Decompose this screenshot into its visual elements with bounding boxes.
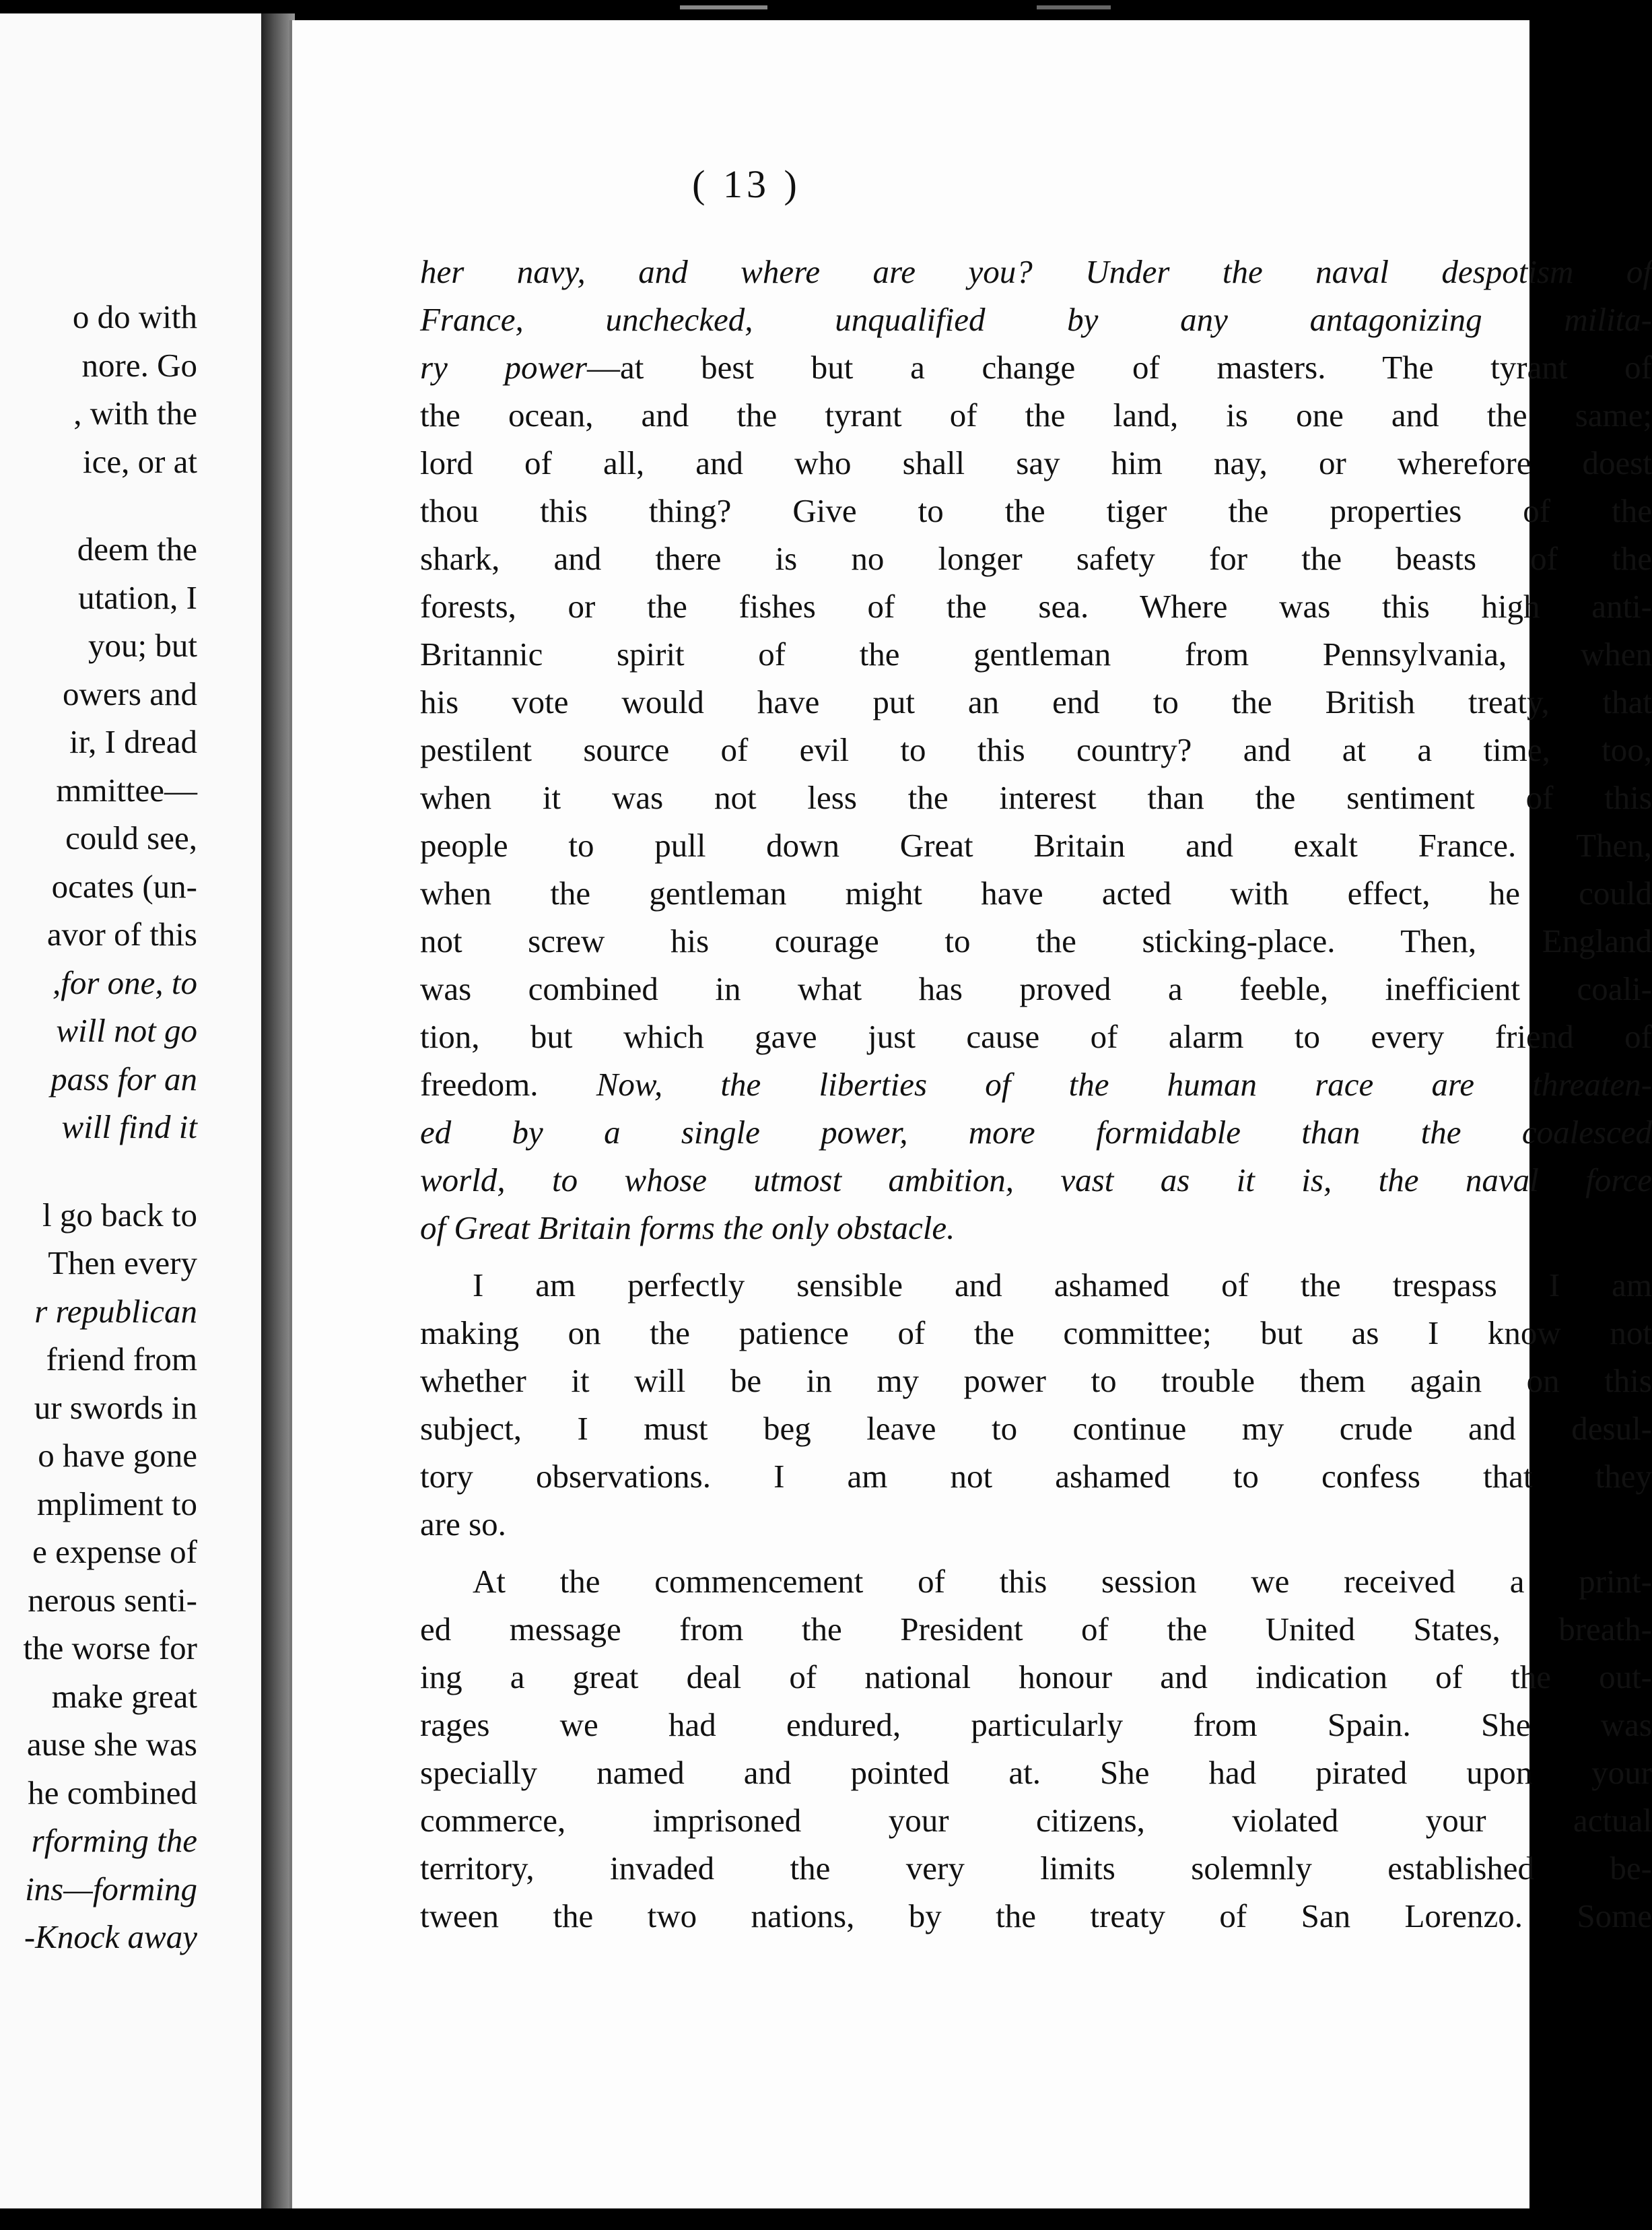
left-text-line: , with the: [73, 395, 197, 432]
left-text-line: ocates (un-: [51, 867, 197, 905]
left-text-line: could see,: [65, 819, 197, 856]
text-line: specially named and pointed at. She had pirated upon your: [420, 1754, 1652, 1791]
left-page-text: [0, 293, 197, 1961]
text-line: was combined in what has proved a feeble, inefficient coali-: [420, 970, 1652, 1007]
text-line: not screw his courage to the sticking-place. Then, England: [420, 922, 1652, 959]
text-line: world, to whose utmost ambition, vast as it is, the naval force: [420, 1161, 1652, 1198]
left-text-line: the worse for: [23, 1629, 197, 1666]
left-text-line: friend from: [46, 1341, 197, 1378]
left-text-line: avor of this: [46, 916, 197, 953]
left-text-line: ins—forming: [25, 1870, 197, 1907]
text-line: thou this thing? Give to the tiger the properties of the: [420, 492, 1652, 529]
left-text-line: nerous senti-: [28, 1581, 197, 1619]
left-text-line: pass for an: [50, 1060, 197, 1097]
text-line: tory observations. I am not ashamed to confess that they: [420, 1458, 1652, 1495]
text-line: the ocean, and the tyrant of the land, is one and the same;: [420, 397, 1652, 434]
text-line: freedom. Now, the liberties of the human race are threaten-: [420, 1066, 1652, 1103]
left-text-line: rforming the: [31, 1822, 197, 1859]
text-line: of Great Britain forms the only obstacle.: [420, 1209, 955, 1246]
text-line: her navy, and where are you? Under the naval despotism of: [420, 253, 1652, 290]
text-line: shark, and there is no longer safety for the beasts of the: [420, 540, 1652, 577]
text-line: people to pull down Great Britain and exalt France. Then,: [420, 827, 1652, 864]
text-line: commerce, imprisoned your citizens, violated your actual: [420, 1802, 1652, 1839]
left-text-line: ice, or at: [82, 442, 197, 480]
left-text-line: ,for one, to: [52, 964, 197, 1001]
text-line: Britannic spirit of the gentleman from Pennsylvania, when: [420, 636, 1652, 673]
paragraph-3: [420, 1557, 1652, 1940]
left-text-line: will find it: [61, 1108, 197, 1145]
text-line: tween the two nations, by the treaty of San Lorenzo. Some: [420, 1897, 1652, 1934]
left-text-line: mmittee—: [56, 771, 197, 809]
text-line: tion, but which gave just cause of alarm to every friend of: [420, 1018, 1652, 1055]
text-line: are so.: [420, 1506, 506, 1543]
left-text-line: [0, 1151, 197, 1191]
right-page: [289, 20, 1652, 2208]
left-page: [0, 13, 263, 2208]
left-text-line: [0, 485, 197, 525]
text-line: forests, or the fishes of the sea. Where was this high anti-: [420, 588, 1652, 625]
text-line: pestilent source of evil to this country? and at a time, too,: [420, 731, 1652, 768]
text-line: lord of all, and who shall say him nay, or wherefore doest: [420, 444, 1652, 481]
left-text-line: make great: [51, 1677, 197, 1715]
left-text-line: e expense of: [32, 1533, 197, 1570]
text-line: ed message from the President of the United States, breath-: [420, 1611, 1652, 1648]
left-text-line: ir, I dread: [69, 723, 197, 760]
text-line: territory, invaded the very limits solemnly established be-: [420, 1850, 1652, 1887]
paragraph-1: [420, 248, 1652, 1252]
left-text-line: utation, I: [78, 578, 197, 616]
left-text-line: deem the: [77, 531, 197, 568]
left-text-line: Then every: [48, 1244, 197, 1281]
left-text-line: will not go: [56, 1012, 197, 1049]
text-line: making on the patience of the committee; but as I know not: [420, 1314, 1652, 1351]
left-text-line: ur swords in: [34, 1388, 197, 1426]
left-text-line: owers and: [62, 675, 197, 712]
page-number: ( 13 ): [692, 162, 801, 206]
text-line: his vote would have put an end to the British treaty, that: [420, 683, 1652, 720]
left-text-line: o do with: [72, 298, 197, 335]
left-text-line: -Knock away: [24, 1918, 197, 1955]
text-line: rages we had endured, particularly from Spain. She was: [420, 1706, 1652, 1743]
scan-mark: [1037, 5, 1111, 9]
paragraph-2: [420, 1261, 1652, 1548]
text-line: ed by a single power, more formidable than the coalesced: [420, 1114, 1652, 1151]
text-line: when the gentleman might have acted with effect, he could: [420, 875, 1652, 912]
left-text-line: you; but: [88, 627, 197, 664]
text-line: ry power—at best but a change of masters. The tyrant of: [420, 349, 1652, 386]
left-text-line: o have gone: [38, 1437, 197, 1474]
text-line: whether it will be in my power to trouble them again on this: [420, 1362, 1652, 1399]
left-text-line: r republican: [34, 1292, 197, 1330]
left-text-line: mpliment to: [36, 1485, 197, 1522]
scan-mark: [680, 5, 767, 9]
text-line: At the commencement of this session we received a print-: [473, 1563, 1652, 1600]
text-line: subject, I must beg leave to continue my crude and desul-: [420, 1410, 1652, 1447]
left-text-line: he combined: [28, 1773, 197, 1811]
text-line: when it was not less the interest than the sentiment of this: [420, 779, 1652, 816]
text-line: ing a great deal of national honour and indication of the out-: [420, 1658, 1652, 1695]
left-text-line: ause she was: [26, 1726, 197, 1763]
page-body: [420, 248, 1652, 1940]
text-line: I am perfectly sensible and ashamed of the trespass I am: [473, 1266, 1652, 1304]
left-text-line: l go back to: [42, 1196, 197, 1234]
text-line: France, unchecked, unqualified by any antagonizing milita-: [420, 301, 1652, 338]
left-text-line: nore. Go: [81, 346, 197, 384]
